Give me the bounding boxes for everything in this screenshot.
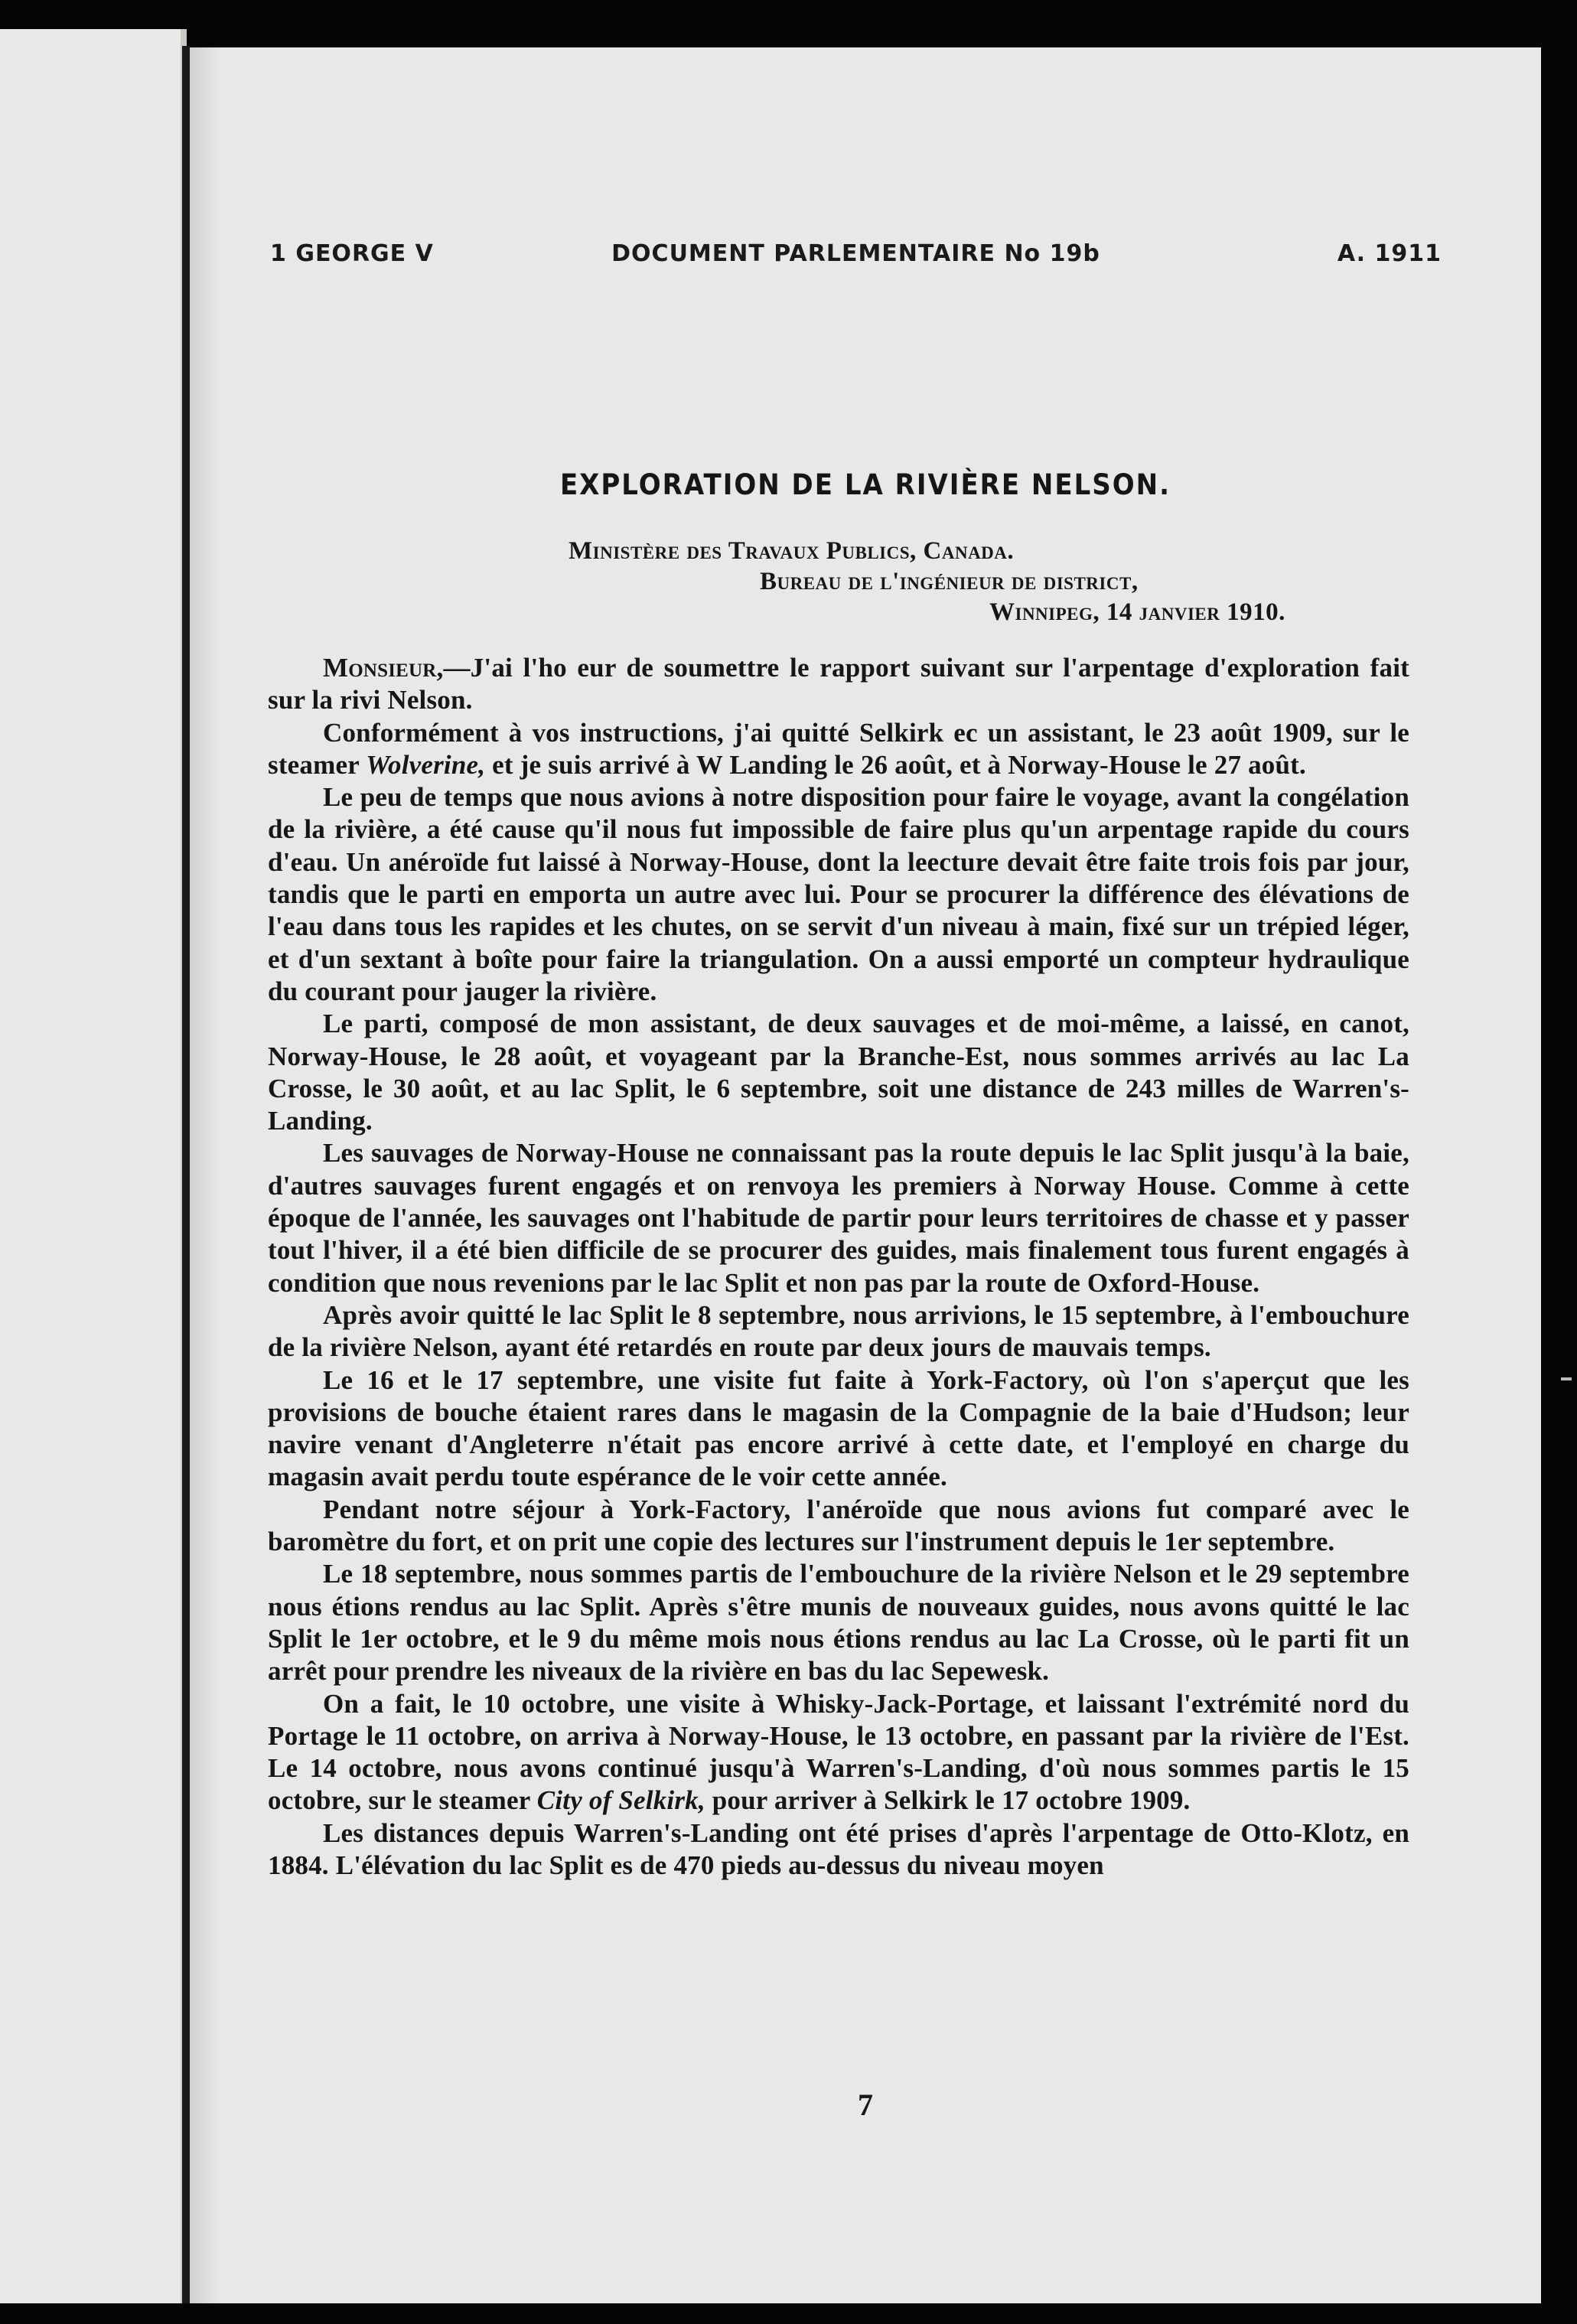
facing-page-edge — [0, 29, 187, 2303]
address-place-date — [989, 598, 1285, 627]
vessel-name: Wolverine, — [366, 749, 486, 780]
header-year: A. 1911 — [1337, 240, 1442, 267]
address-line3: Winnipeg, 14 janvier 1910. — [989, 598, 1285, 626]
address-ministry: Ministère des Travaux Publics, Canada. — [569, 537, 1015, 565]
page-number: 7 — [858, 2088, 873, 2122]
paragraph — [268, 717, 1409, 782]
vessel-name: City of Selkirk, — [536, 1785, 705, 1816]
paragraph: Les distances depuis Warren's-Landing ont été prises d'après l'arpentage de Otto-Klotz, en 1884. L'élévation du lac Split es de 470 pieds au-dessus du niveau moyen — [268, 1817, 1409, 1880]
salutation: Monsieur, — [323, 653, 444, 683]
paragraph-text: —J'ai l'ho eur de soumettre le rapport suivant sur l'arpentage d'exploration fait sur la rivi Nelson. — [268, 653, 1409, 715]
paragraph: Le peu de temps que nous avions à notre disposition pour faire le voyage, avant la congélation de la rivière, a été cause qu'il nous fut impossible de faire plus qu'un arpentage rapide du cours d'eau. Un anéroïde fut laissé à Norway-House, dont la leecture devait être faite trois fois par jour, tandis que le parti en emporta un autre avec lui. Pour se procurer la différence des élévations de l'eau dans tous les rapides et les chutes, on se servit d'un niveau à main, fixé sur un trépied léger, et d'un sextant à boîte pour faire la triangulation. On a aussi emporté un compteur hydraulique du courant pour jauger la rivière. — [268, 782, 1409, 1006]
paragraph: Pendant notre séjour à York-Factory, l'anéroïde que nous avions fut comparé avec le baromètre du fort, et on prit une copie des lectures sur l'instrument depuis le 1er septembre. — [268, 1494, 1409, 1557]
paragraph: Les sauvages de Norway-House ne connaissant pas la route depuis le lac Split jusqu'à la baie, d'autres sauvages furent engagés et on renvoya les premiers à Norway House. Comme à cette époque de l'année, les sauvages ont l'habitude de partir pour leurs territoires de chasse et y passer tout l'hiver, il a été bien difficile de se procurer des guides, mais finalement tous furent engagés à condition que nous revenions par le lac Split et non pas par la route de Oxford-House. — [268, 1138, 1409, 1298]
paragraph-text: Conformément à vos instructions, j'ai quitté Selkirk ec un assistant, le 23 août 1909, sur le steamer — [268, 717, 1409, 780]
paragraph — [268, 1688, 1409, 1817]
paragraph: Le 18 septembre, nous sommes partis de l'embouchure de la rivière Nelson et le 29 septembre nous étions rendus au lac Split. Après s'être munis de nouveaux guides, nous avons quitté le lac Split le 1er octobre, et le 9 du même mois nous étions rendus au lac La Crosse, où le parti fit un arrêt pour prendre les niveaux de la rivière en bas du lac Sepewesk. — [268, 1559, 1409, 1687]
page-title: EXPLORATION DE LA RIVIÈRE NELSON. — [559, 468, 1171, 502]
document-page — [190, 47, 1541, 2303]
paragraph: Le 16 et le 17 septembre, une visite fut faite à York-Factory, où l'on s'aperçut que les provisions de bouche étaient rares dans le magasin de la Compagnie de la baie d'Hudson; leur navire venant d'Angleterre n'était pas encore arrivé à cette date, et l'employé en charge du magasin avait perdu toute espérance de le voir cette année. — [268, 1364, 1409, 1492]
paragraph-text: On a fait, le 10 octobre, une visite à Whisky-Jack-Portage, et laissant l'extrémité nord du Portage le 11 octobre, on arriva à Norway-House, le 13 octobre, en passant par la rivière de l'Est. Le 14 octobre, nous avons continué jusqu'à Warren's-Landing, d'où nous sommes partis le 15 octobre, sur le steamer — [268, 1688, 1409, 1816]
gutter-shadow — [190, 47, 220, 2303]
header-session: 1 GEORGE V — [270, 240, 434, 267]
book-binding — [182, 46, 190, 2303]
scan-artifact — [1561, 1377, 1572, 1380]
paragraph-text: pour arriver à Selkirk le 17 octobre 1909. — [712, 1785, 1191, 1816]
paragraph — [268, 652, 1409, 717]
paragraph: Après avoir quitté le lac Split le 8 septembre, nous arrivions, le 15 septembre, à l'embouchure de la rivière Nelson, ayant été retardés en route par deux jours de mauvais temps. — [268, 1299, 1409, 1363]
paragraph: Le parti, composé de mon assistant, de deux sauvages et de moi-même, a laissé, en canot, Norway-House, le 28 août, et voyageant par la Branche-Est, nous sommes arrivés au lac La Crosse, le 30 août, et au lac Split, le 6 septembre, soit une distance de 243 milles de Warren's-Landing. — [268, 1009, 1409, 1136]
address-bureau: Bureau de l'ingénieur de district, — [760, 568, 1139, 595]
paragraph-text: et je suis arrivé à W Landing le 26 août, et à Norway-House le 27 août. — [492, 749, 1306, 780]
letter-body — [268, 652, 1409, 1882]
header-document-title: DOCUMENT PARLEMENTAIRE No 19b — [611, 240, 1100, 267]
